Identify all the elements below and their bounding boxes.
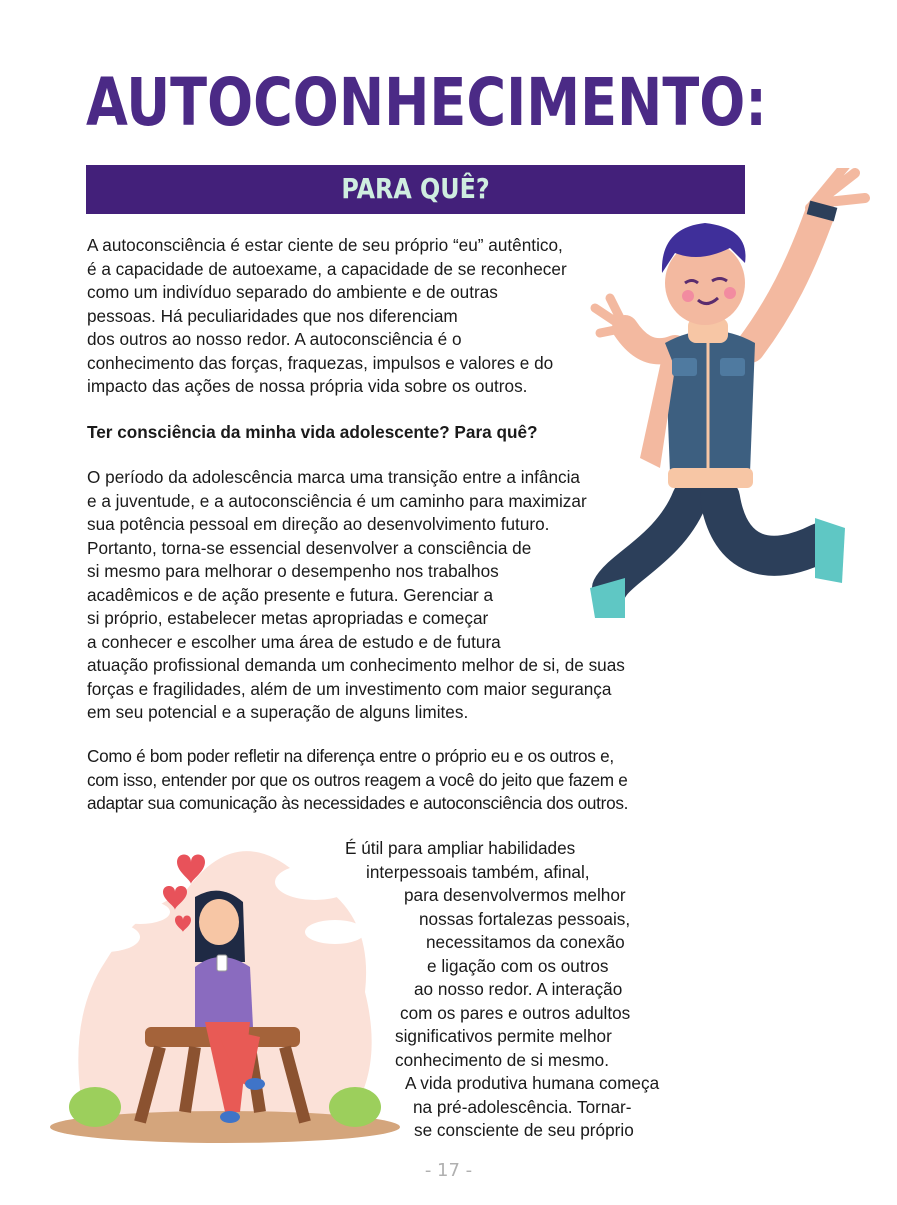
text-line: acadêmicos e de ação presente e futura. Gerenciar a: [87, 584, 494, 605]
adolescence-paragraph: [87, 466, 625, 725]
section-question: Ter consciência da minha vida adolescente? Para quê?: [87, 422, 538, 442]
text-line: O período da adolescência marca uma transição entre a infância: [87, 467, 580, 487]
text-line: é a capacidade de autoexame, a capacidade de se reconhecer: [87, 258, 567, 279]
text-line: sua potência pessoal em direção ao desenvolvimento futuro.: [87, 514, 550, 534]
text-line: É útil para ampliar habilidades: [345, 838, 576, 858]
text-line: forças e fragilidades, além de um investimento com maior segurança: [87, 678, 612, 699]
jumping-boy-illustration: [580, 168, 870, 660]
subtitle-text: PARA QUÊ?: [341, 172, 490, 205]
intro-paragraph: [87, 234, 567, 399]
text-line: impacto das ações de nossa própria vida sobre os outros.: [87, 376, 528, 396]
text-line: significativos permite melhor: [395, 1026, 612, 1046]
text-line: e ligação com os outros: [427, 955, 609, 976]
text-line: A vida produtiva humana começa: [405, 1073, 660, 1093]
text-line: pessoas. Há peculiaridades que nos diferenciam: [87, 305, 458, 326]
text-line: Portanto, torna-se essencial desenvolver a consciência de: [87, 537, 532, 558]
page-number: - 17 -: [424, 1160, 473, 1181]
text-line: com isso, entender por que os outros reagem a você do jeito que fazem e: [87, 769, 628, 790]
girl-on-bench-illustration: [45, 822, 400, 1147]
reflection-paragraph: [87, 745, 628, 816]
text-line: atuação profissional demanda um conhecimento melhor de si, de suas: [87, 655, 625, 675]
text-line: si mesmo para melhorar o desempenho nos trabalhos: [87, 561, 499, 581]
text-line: se consciente de seu próprio: [414, 1120, 634, 1140]
text-line: conhecimento de si mesmo.: [395, 1049, 609, 1070]
text-line: com os pares e outros adultos: [400, 1002, 631, 1023]
text-line: adaptar sua comunicação às necessidades e autoconsciência dos outros.: [87, 793, 629, 813]
text-line: como um indivíduo separado do ambiente e de outras: [87, 282, 498, 302]
page-title: AUTOCONHECIMENTO:: [86, 64, 767, 141]
text-line: Como é bom poder refletir na diferença entre o próprio eu e os outros e,: [87, 746, 614, 766]
text-line: em seu potencial e a superação de alguns limites.: [87, 702, 469, 722]
text-line: necessitamos da conexão: [426, 932, 625, 952]
text-line: nossas fortalezas pessoais,: [419, 908, 631, 929]
text-line: interpessoais também, afinal,: [366, 861, 590, 882]
text-line: conhecimento das forças, fraquezas, impulsos e valores e do: [87, 352, 554, 373]
text-line: si próprio, estabelecer metas apropriadas e começar: [87, 608, 489, 628]
text-line: dos outros ao nosso redor. A autoconsciência é o: [87, 329, 462, 349]
text-line: para desenvolvermos melhor: [404, 885, 626, 905]
text-line: A autoconsciência é estar ciente de seu próprio “eu” autêntico,: [87, 235, 563, 255]
text-line: ao nosso redor. A interação: [414, 979, 623, 999]
text-line: a conhecer e escolher uma área de estudo e de futura: [87, 631, 501, 652]
text-line: na pré-adolescência. Tornar-: [413, 1096, 632, 1117]
text-line: e a juventude, e a autoconsciência é um caminho para maximizar: [87, 490, 587, 511]
